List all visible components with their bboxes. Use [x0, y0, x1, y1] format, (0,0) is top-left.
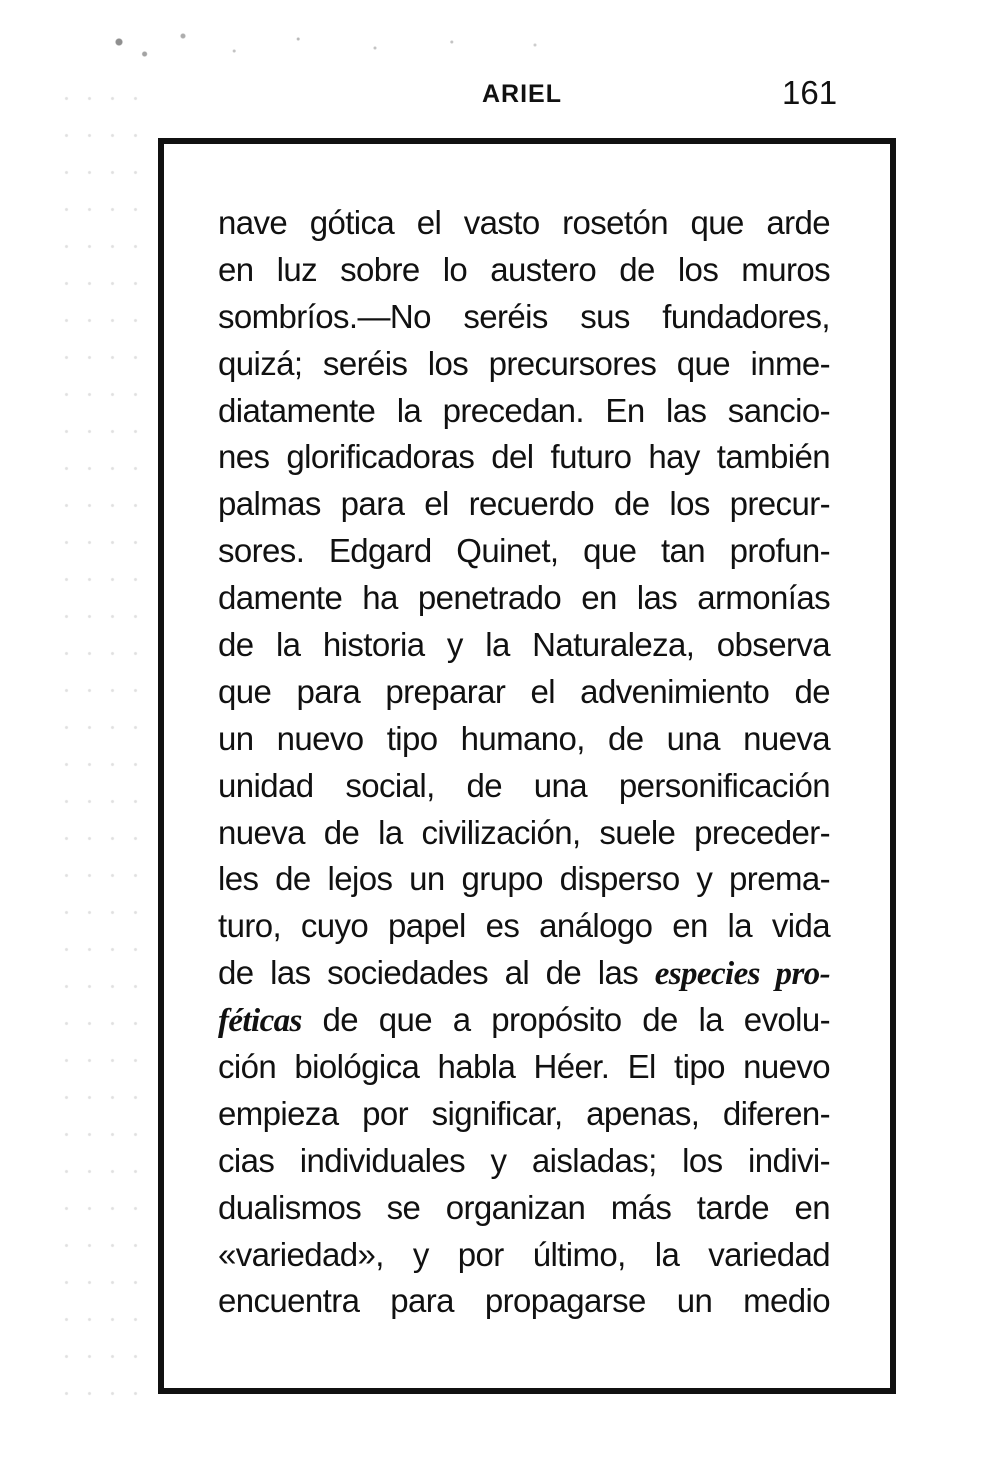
- running-title: ARIEL: [482, 80, 562, 108]
- text-line: unidad social, de una personificación: [218, 766, 830, 804]
- text-line: en luz sobre lo austero de los muros: [218, 250, 830, 288]
- text-line: palmas para el recuerdo de los precur-: [218, 485, 830, 523]
- page-number: 161: [782, 74, 838, 111]
- text-run: de que a propósito de la evolu-: [301, 1001, 830, 1039]
- scan-noise: [55, 18, 695, 78]
- text-line: encuentra para propagarse un medio: [218, 1282, 830, 1320]
- body-text: [218, 200, 830, 1325]
- text-line: que para preparar el advenimiento de: [218, 672, 830, 710]
- text-line: diatamente la precedan. En las sancio-: [218, 391, 830, 429]
- text-line: les de lejos un grupo disperso y prema-: [218, 860, 830, 898]
- text-line: nueva de la civilización, suele preceder-: [218, 813, 830, 851]
- text-line: sores. Edgard Quinet, que tan profun-: [218, 532, 830, 570]
- text-line: dualismos se organizan más tarde en: [218, 1188, 830, 1226]
- text-line: empieza por significar, apenas, diferen-: [218, 1094, 830, 1132]
- text-line: «variedad», y por último, la variedad: [218, 1235, 830, 1273]
- text-line-mixed: [218, 950, 830, 997]
- text-line: un nuevo tipo humano, de una nueva: [218, 719, 830, 757]
- text-line-mixed: [218, 997, 830, 1044]
- text-line: nave gótica el vasto rosetón que arde: [218, 204, 830, 241]
- text-line: de la historia y la Naturaleza, observa: [218, 626, 830, 664]
- text-line: ción biológica habla Héer. El tipo nuevo: [218, 1048, 830, 1086]
- text-line: sombríos.—No seréis sus fundadores,: [218, 297, 830, 335]
- margin-speckle: [55, 80, 145, 1410]
- text-line: cias individuales y aisladas; los indivi-: [218, 1141, 830, 1179]
- text-line: turo, cuyo papel es análogo en la vida: [218, 907, 830, 945]
- text-line: quizá; seréis los precursores que inme-: [218, 344, 830, 382]
- text-line: damente ha penetrado en las armonías: [218, 579, 830, 617]
- running-head: [0, 72, 1000, 122]
- text-line: nes glorificadoras del futuro hay también: [218, 438, 830, 476]
- italic-term: féticas: [218, 1003, 302, 1040]
- text-run: de las sociedades al de las: [218, 954, 655, 992]
- italic-term: especies pro-: [654, 956, 830, 993]
